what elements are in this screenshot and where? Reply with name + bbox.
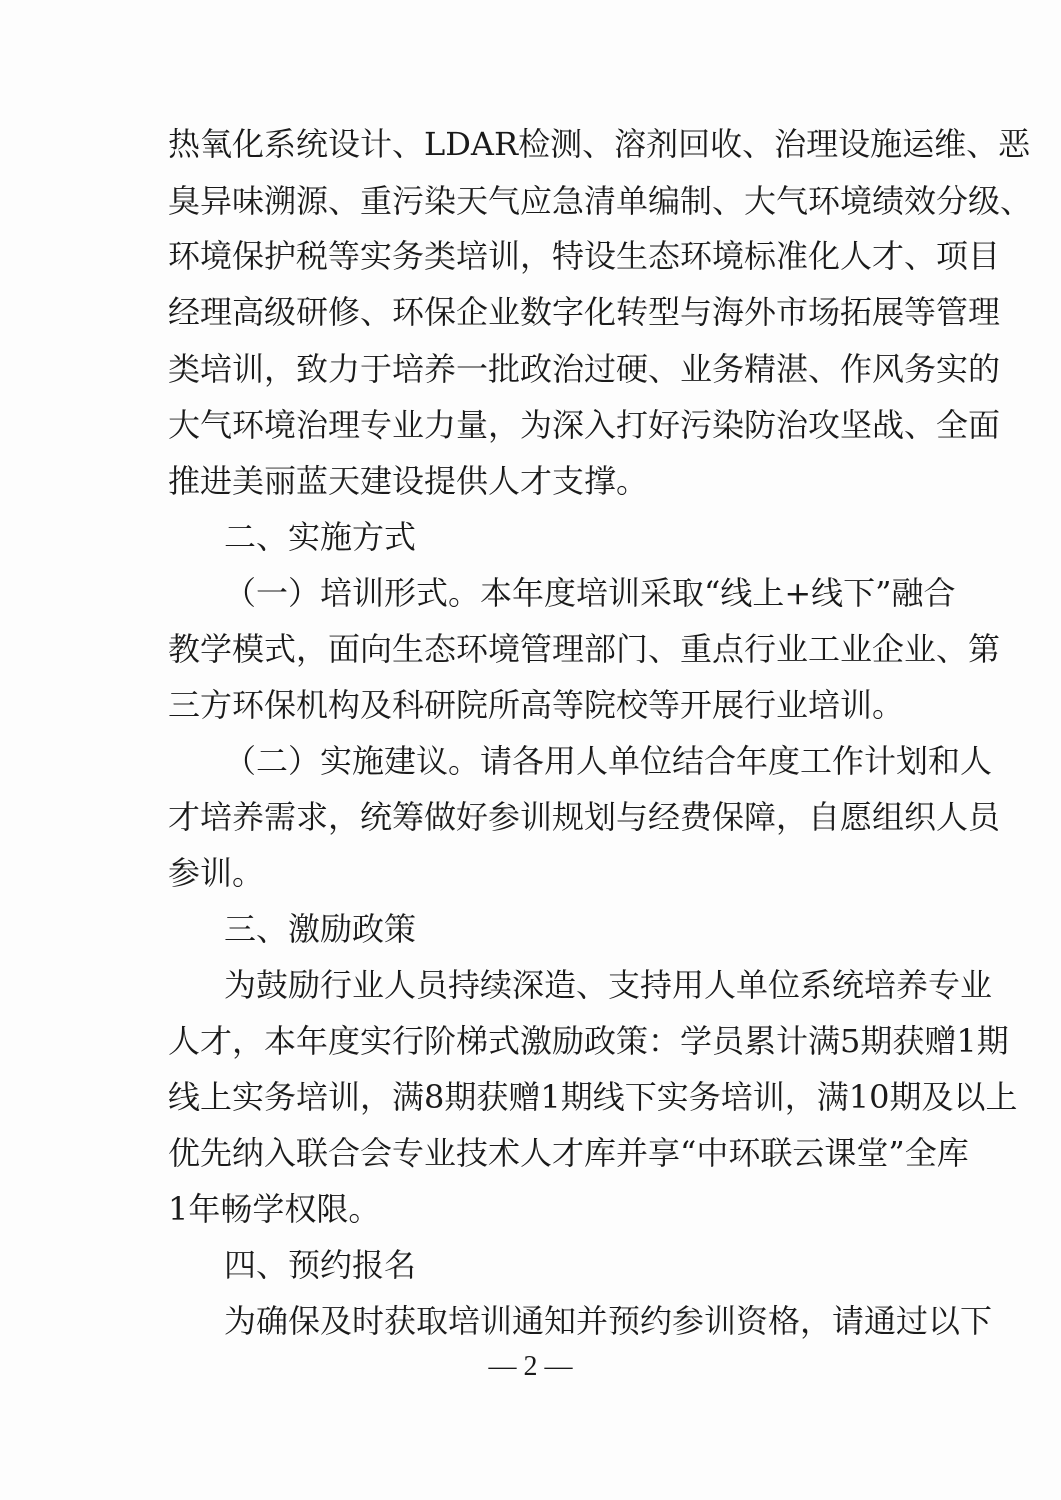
paragraph-line: 推进美丽蓝天建设提供人才支撑。 — [168, 462, 649, 500]
paragraph-line: 才培养需求，统筹做好参训规划与经费保障，自愿组织人员 — [168, 798, 1001, 836]
section-heading: 二、实施方式 — [224, 518, 417, 556]
paragraph-line: 臭异味溯源、重污染天气应急清单编制、大气环境绩效分级、 — [168, 182, 1033, 220]
paragraph-line: 三方环保机构及科研院所高等院校等开展行业培训。 — [168, 686, 905, 724]
page-number: — 2 — — [488, 1351, 573, 1382]
paragraph-line: 参训。 — [168, 854, 265, 892]
paragraph-line: （二）实施建议。请各用人单位结合年度工作计划和人 — [224, 742, 993, 780]
paragraph-line: 热氧化系统设计、LDAR检测、溶剂回收、治理设施运维、恶 — [168, 125, 1031, 163]
paragraph-line: 环境保护税等实务类培训，特设生态环境标准化人才、项目 — [168, 237, 1001, 275]
section-heading: 四、预约报名 — [224, 1246, 417, 1284]
paragraph-line: 经理高级研修、环保企业数字化转型与海外市场拓展等管理 — [168, 293, 1001, 331]
paragraph-line: 类培训，致力于培养一批政治过硬、业务精湛、作风务实的 — [168, 350, 1001, 388]
section-heading: 三、激励政策 — [224, 910, 417, 948]
paragraph-line: 为确保及时获取培训通知并预约参训资格，请通过以下 — [224, 1302, 993, 1340]
paragraph-line: （一）培训形式。本年度培训采取“线上+线下”融合 — [224, 574, 956, 612]
paragraph-line: 1年畅学权限。 — [168, 1190, 381, 1228]
paragraph-line: 大气环境治理专业力量，为深入打好污染防治攻坚战、全面 — [168, 406, 1001, 444]
paragraph-line: 教学模式，面向生态环境管理部门、重点行业工业企业、第 — [168, 630, 1001, 668]
paragraph-line: 人才，本年度实行阶梯式激励政策：学员累计满5期获赠1期 — [168, 1022, 1009, 1060]
paragraph-line: 线上实务培训，满8期获赠1期线下实务培训，满10期及以上 — [168, 1078, 1018, 1116]
paragraph-line: 优先纳入联合会专业技术人才库并享“中环联云课堂”全库 — [168, 1134, 969, 1172]
paragraph-line: 为鼓励行业人员持续深造、支持用人单位系统培养专业 — [224, 966, 993, 1004]
